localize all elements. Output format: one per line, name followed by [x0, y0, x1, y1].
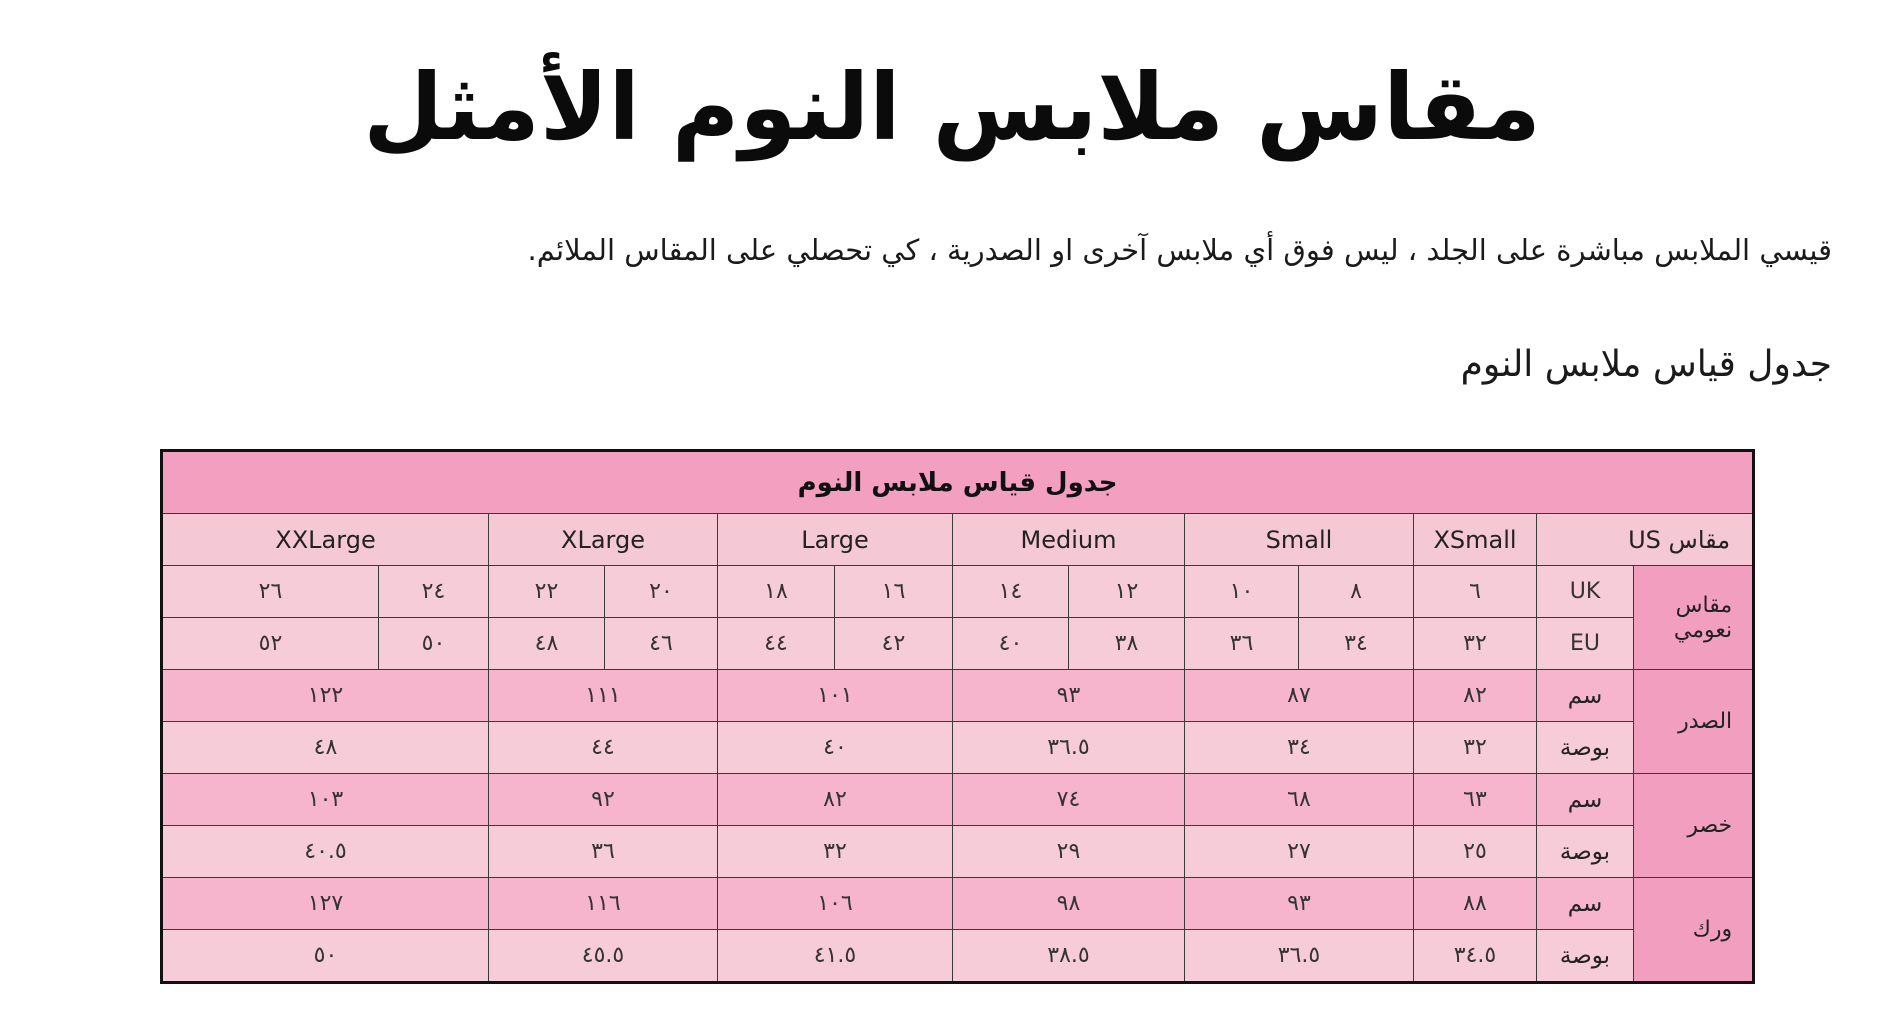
hip-inch-small: ٣٦.٥: [1185, 930, 1414, 983]
chest-cm-xlarge: ١١١: [489, 670, 718, 722]
eu-xxlarge-b: ٥٢: [162, 618, 379, 670]
size-header-xxlarge: XXLarge: [162, 514, 489, 566]
hip-cm-xsmall: ٨٨: [1414, 878, 1537, 930]
eu-xlarge-a: ٤٦: [605, 618, 718, 670]
uk-label: UK: [1537, 566, 1634, 618]
uk-row: [162, 566, 1754, 618]
eu-small-a: ٣٤: [1299, 618, 1414, 670]
section-title: جدول قياس ملابس النوم: [1460, 344, 1832, 385]
waist-inch-large: ٣٢: [718, 826, 953, 878]
uk-xlarge-a: ٢٠: [605, 566, 718, 618]
eu-xlarge-b: ٤٨: [489, 618, 605, 670]
hip-inch-large: ٤١.٥: [718, 930, 953, 983]
uk-large-b: ١٨: [718, 566, 835, 618]
uk-xsmall: ٦: [1414, 566, 1537, 618]
waist-cm-label: سم: [1537, 774, 1634, 826]
size-header-xlarge: XLarge: [489, 514, 718, 566]
uk-xlarge-b: ٢٢: [489, 566, 605, 618]
chest-inch-label: بوصة: [1537, 722, 1634, 774]
waist-inch-xlarge: ٣٦: [489, 826, 718, 878]
chest-cm-small: ٨٧: [1185, 670, 1414, 722]
chest-inch-medium: ٣٦.٥: [953, 722, 1185, 774]
hip-label: ورك: [1634, 878, 1754, 983]
chest-inch-xxlarge: ٤٨: [162, 722, 489, 774]
uk-small-b: ١٠: [1185, 566, 1299, 618]
hip-cm-row: [162, 878, 1754, 930]
hip-cm-large: ١٠٦: [718, 878, 953, 930]
waist-inch-medium: ٢٩: [953, 826, 1185, 878]
eu-large-b: ٤٤: [718, 618, 835, 670]
waist-inch-label: بوصة: [1537, 826, 1634, 878]
chest-inch-small: ٣٤: [1185, 722, 1414, 774]
page-title: مقاس ملابس النوم الأمثل: [363, 54, 1541, 161]
waist-inch-xxlarge: ٤٠.٥: [162, 826, 489, 878]
hip-inch-medium: ٣٨.٥: [953, 930, 1185, 983]
eu-label: EU: [1537, 618, 1634, 670]
chest-inch-row: [162, 722, 1754, 774]
chest-inch-xsmall: ٣٢: [1414, 722, 1537, 774]
waist-cm-xxlarge: ١٠٣: [162, 774, 489, 826]
chest-inch-xlarge: ٤٤: [489, 722, 718, 774]
waist-inch-xsmall: ٢٥: [1414, 826, 1537, 878]
hip-inch-label: بوصة: [1537, 930, 1634, 983]
hip-cm-medium: ٩٨: [953, 878, 1185, 930]
waist-inch-small: ٢٧: [1185, 826, 1414, 878]
chest-cm-label: سم: [1537, 670, 1634, 722]
chest-cm-large: ١٠١: [718, 670, 953, 722]
us-size-label: مقاس US: [1537, 514, 1754, 566]
hip-inch-xlarge: ٤٥.٥: [489, 930, 718, 983]
waist-cm-xsmall: ٦٣: [1414, 774, 1537, 826]
hip-cm-label: سم: [1537, 878, 1634, 930]
size-header-xsmall: XSmall: [1414, 514, 1537, 566]
eu-small-b: ٣٦: [1185, 618, 1299, 670]
waist-cm-xlarge: ٩٢: [489, 774, 718, 826]
eu-xxlarge-a: ٥٠: [379, 618, 489, 670]
hip-cm-xlarge: ١١٦: [489, 878, 718, 930]
eu-medium-b: ٤٠: [953, 618, 1069, 670]
chest-cm-xsmall: ٨٢: [1414, 670, 1537, 722]
uk-large-a: ١٦: [835, 566, 953, 618]
chest-label: الصدر: [1634, 670, 1754, 774]
size-chart-table: [160, 449, 1755, 984]
intro-text: قيسي الملابس مباشرة على الجلد ، ليس فوق أي ملابس آخرى او الصدرية ، كي تحصلي على المقاس الملائم.: [527, 233, 1832, 267]
hip-inch-xsmall: ٣٤.٥: [1414, 930, 1537, 983]
size-header-row: [162, 514, 1754, 566]
size-header-large: Large: [718, 514, 953, 566]
chest-inch-large: ٤٠: [718, 722, 953, 774]
hip-cm-xxlarge: ١٢٧: [162, 878, 489, 930]
waist-inch-row: [162, 826, 1754, 878]
hip-inch-row: [162, 930, 1754, 983]
waist-cm-small: ٦٨: [1185, 774, 1414, 826]
eu-xsmall: ٣٢: [1414, 618, 1537, 670]
uk-xxlarge-a: ٢٤: [379, 566, 489, 618]
waist-label: خصر: [1634, 774, 1754, 878]
soft-size-label: مقاس نعومي: [1634, 566, 1754, 670]
size-header-medium: Medium: [953, 514, 1185, 566]
uk-xxlarge-b: ٢٦: [162, 566, 379, 618]
eu-row: [162, 618, 1754, 670]
chest-cm-xxlarge: ١٢٢: [162, 670, 489, 722]
waist-cm-row: [162, 774, 1754, 826]
hip-inch-xxlarge: ٥٠: [162, 930, 489, 983]
uk-small-a: ٨: [1299, 566, 1414, 618]
uk-medium-a: ١٢: [1069, 566, 1185, 618]
hip-cm-small: ٩٣: [1185, 878, 1414, 930]
waist-cm-large: ٨٢: [718, 774, 953, 826]
eu-medium-a: ٣٨: [1069, 618, 1185, 670]
uk-medium-b: ١٤: [953, 566, 1069, 618]
size-header-small: Small: [1185, 514, 1414, 566]
chest-cm-medium: ٩٣: [953, 670, 1185, 722]
waist-cm-medium: ٧٤: [953, 774, 1185, 826]
table-caption: جدول قياس ملابس النوم: [162, 451, 1754, 514]
chest-cm-row: [162, 670, 1754, 722]
eu-large-a: ٤٢: [835, 618, 953, 670]
